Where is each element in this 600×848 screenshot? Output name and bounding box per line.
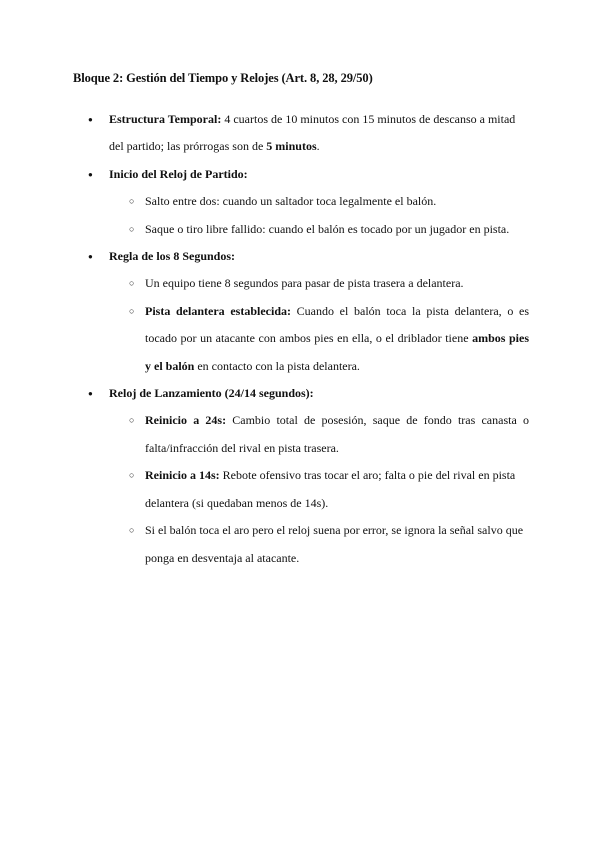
- sub-bullet-item: ○ Si el balón toca el aro pero el reloj suena por error, se ignora la señal salvo que ponga en desventaja al atacante.: [109, 517, 529, 572]
- bullet-bold-text: 5 minutos: [266, 139, 317, 154]
- document-body: [73, 106, 529, 572]
- sub-bullet-text-end: en contacto con la pista delantera.: [194, 358, 360, 373]
- bullet-label: Regla de los 8 Segundos:: [109, 249, 236, 264]
- bullet-text: 4 cuartos de 10 minutos con 15 minutos de descanso a mitad del partido; las prórrogas son de: [109, 112, 516, 154]
- bullet-text-end: .: [316, 139, 320, 154]
- sub-bullet-item: ○ Salto entre dos: cuando un saltador toca legalmente el balón.: [109, 188, 529, 215]
- sub-bullet-item: [109, 407, 529, 462]
- sub-bullet-label: Pista delantera establecida:: [145, 303, 291, 318]
- bullet-label: Estructura Temporal:: [109, 112, 222, 126]
- sub-bullet-item: [109, 462, 529, 517]
- bullet-estructura-temporal: [73, 106, 529, 161]
- sub-bullet-item: ○ Saque o tiro libre fallido: cuando el balón es tocado por un jugador en pista.: [109, 216, 529, 243]
- sub-bullet-item: ○ Un equipo tiene 8 segundos para pasar de pista trasera a delantera.: [109, 270, 529, 297]
- sub-bullet-text: Cuando el balón toca la pista delantera, o es tocado por un atacante con ambos pies en ella, o el driblador tiene: [145, 303, 529, 346]
- sub-bullet-list: [109, 188, 529, 243]
- bullet-regla-8-segundos: [73, 243, 529, 380]
- bullet-inicio-reloj: [73, 161, 529, 243]
- sub-bullet-text: Rebote ofensivo tras tocar el aro; falta o pie del rival en pista delantera (si quedaban menos de 14s).: [145, 468, 516, 510]
- sub-bullet-text: Cambio total de posesión, saque de fondo tras canasta o falta/infracción del rival en pista trasera.: [145, 413, 529, 455]
- bullet-label: Reloj de Lanzamiento (24/14 segundos):: [109, 386, 314, 401]
- sub-bullet-bold-text: ambos pies y el balón: [145, 331, 529, 373]
- sub-bullet-label: Reinicio a 14s:: [145, 468, 220, 483]
- sub-bullet-list: [109, 407, 529, 571]
- sub-bullet-item: [109, 298, 529, 380]
- sub-bullet-list: [109, 270, 529, 380]
- sub-bullet-label: Reinicio a 24s:: [145, 413, 227, 428]
- bullet-label: Inicio del Reloj de Partido:: [109, 166, 248, 181]
- section-heading: Bloque 2: Gestión del Tiempo y Relojes (Art. 8, 28, 29/50): [73, 71, 373, 85]
- main-bullet-list: [73, 106, 529, 572]
- bullet-reloj-lanzamiento: [73, 380, 529, 572]
